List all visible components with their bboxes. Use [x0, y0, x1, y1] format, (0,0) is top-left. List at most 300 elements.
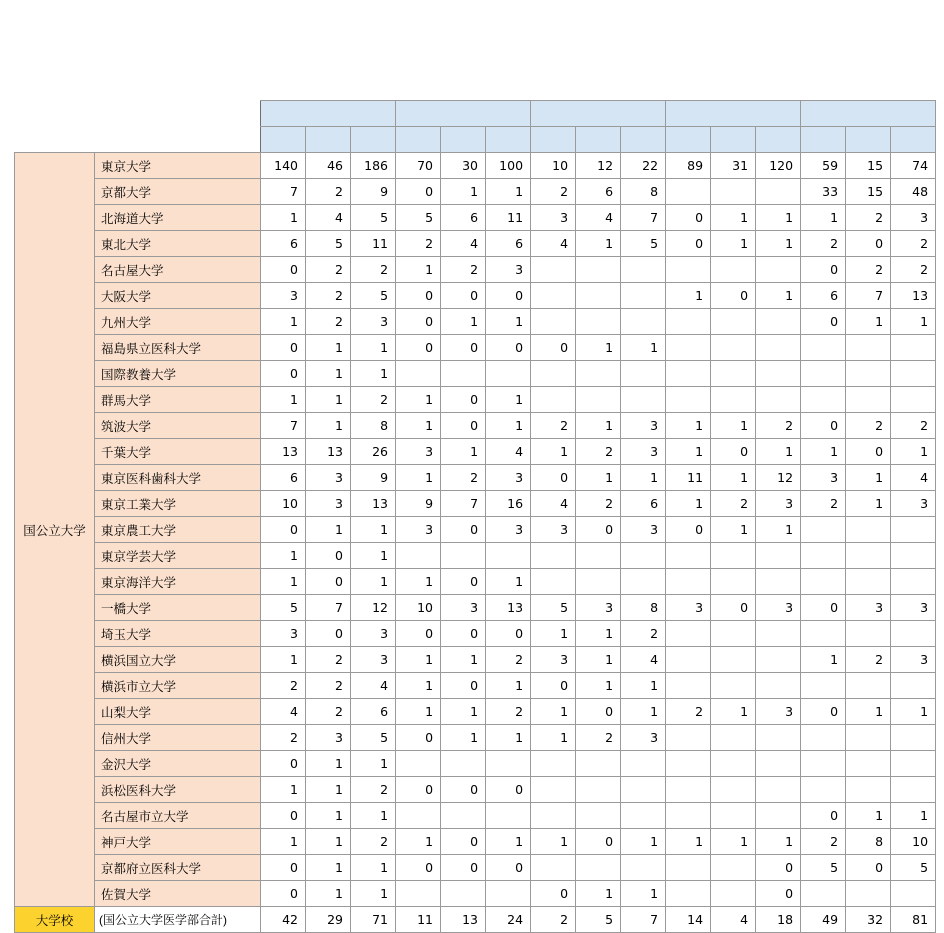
value-cell: 0 [711, 283, 756, 309]
value-cell: 9 [351, 465, 396, 491]
value-cell [576, 361, 621, 387]
header-row-subcolumns [15, 127, 936, 153]
value-cell: 0 [261, 517, 306, 543]
value-cell [756, 179, 801, 205]
value-cell: 2 [351, 257, 396, 283]
university-name-cell: 埼玉大学 [95, 621, 261, 647]
value-cell: 2 [486, 699, 531, 725]
value-cell: 48 [891, 179, 936, 205]
value-cell: 1 [396, 829, 441, 855]
value-cell: 1 [666, 439, 711, 465]
table-row [15, 439, 936, 465]
value-cell: 1 [756, 517, 801, 543]
value-cell: 1 [486, 413, 531, 439]
university-results-table [14, 100, 936, 933]
university-name-cell: 名古屋市立大学 [95, 803, 261, 829]
value-cell: 1 [711, 699, 756, 725]
value-cell: 1 [351, 517, 396, 543]
value-cell: 0 [441, 621, 486, 647]
value-cell: 0 [576, 517, 621, 543]
value-cell: 1 [306, 777, 351, 803]
value-cell [756, 309, 801, 335]
table-row [15, 179, 936, 205]
value-cell [756, 543, 801, 569]
university-name-cell: 東北大学 [95, 231, 261, 257]
value-cell: 2 [846, 257, 891, 283]
value-cell: 0 [531, 335, 576, 361]
header-row-schools [15, 101, 936, 127]
value-cell: 3 [801, 465, 846, 491]
value-cell [666, 673, 711, 699]
value-cell [666, 361, 711, 387]
table-row [15, 855, 936, 881]
value-cell: 1 [486, 179, 531, 205]
value-cell: 46 [306, 153, 351, 179]
value-cell: 1 [396, 673, 441, 699]
value-cell [576, 803, 621, 829]
value-cell [756, 777, 801, 803]
subheader-nada-total [891, 127, 936, 153]
value-cell: 0 [801, 595, 846, 621]
value-cell [666, 855, 711, 881]
value-cell: 3 [351, 309, 396, 335]
value-cell: 5 [396, 205, 441, 231]
table-row [15, 829, 936, 855]
value-cell: 1 [261, 387, 306, 413]
value-cell: 1 [306, 803, 351, 829]
value-cell: 2 [801, 231, 846, 257]
value-cell [666, 309, 711, 335]
school-header-tsukukoma [666, 101, 801, 127]
value-cell: 1 [756, 829, 801, 855]
value-cell [531, 257, 576, 283]
value-cell: 3 [396, 517, 441, 543]
value-cell: 0 [711, 439, 756, 465]
table-row [15, 153, 936, 179]
value-cell: 2 [891, 257, 936, 283]
university-name-cell: 信州大学 [95, 725, 261, 751]
value-cell: 30 [441, 153, 486, 179]
value-cell [621, 543, 666, 569]
value-cell [711, 335, 756, 361]
value-cell: 3 [891, 205, 936, 231]
value-cell: 1 [486, 725, 531, 751]
value-cell: 2 [621, 621, 666, 647]
value-cell [891, 881, 936, 907]
university-name-cell: (国公立大学医学部合計) [95, 907, 261, 933]
subheader-tsukukoma-total [756, 127, 801, 153]
value-cell: 120 [756, 153, 801, 179]
value-cell [711, 361, 756, 387]
value-cell: 0 [441, 777, 486, 803]
value-cell [846, 751, 891, 777]
university-name-cell: 神戸大学 [95, 829, 261, 855]
value-cell [666, 543, 711, 569]
value-cell: 1 [891, 309, 936, 335]
value-cell [891, 569, 936, 595]
value-cell: 1 [531, 725, 576, 751]
value-cell: 10 [891, 829, 936, 855]
value-cell: 1 [396, 647, 441, 673]
value-cell: 11 [351, 231, 396, 257]
subheader-nada-genneki [801, 127, 846, 153]
value-cell: 1 [756, 231, 801, 257]
value-cell: 8 [621, 595, 666, 621]
table-row [15, 647, 936, 673]
university-name-cell: 東京工業大学 [95, 491, 261, 517]
value-cell [576, 569, 621, 595]
value-cell: 0 [441, 387, 486, 413]
value-cell: 8 [621, 179, 666, 205]
value-cell: 26 [351, 439, 396, 465]
value-cell: 3 [756, 491, 801, 517]
value-cell: 6 [576, 179, 621, 205]
value-cell: 1 [801, 439, 846, 465]
value-cell: 4 [576, 205, 621, 231]
value-cell: 0 [261, 335, 306, 361]
value-cell [891, 725, 936, 751]
school-header-azabu [396, 101, 531, 127]
value-cell: 2 [576, 439, 621, 465]
value-cell: 1 [441, 725, 486, 751]
value-cell: 2 [261, 725, 306, 751]
value-cell [621, 803, 666, 829]
subheader-tsukukoma-kisotsu [711, 127, 756, 153]
value-cell [801, 517, 846, 543]
value-cell: 1 [756, 283, 801, 309]
value-cell: 15 [846, 153, 891, 179]
value-cell: 1 [441, 309, 486, 335]
value-cell: 5 [351, 283, 396, 309]
value-cell: 2 [396, 231, 441, 257]
value-cell [846, 569, 891, 595]
table-row [15, 621, 936, 647]
value-cell [396, 751, 441, 777]
value-cell: 1 [666, 413, 711, 439]
value-cell: 1 [351, 855, 396, 881]
value-cell: 1 [261, 777, 306, 803]
table-row [15, 205, 936, 231]
value-cell: 1 [306, 517, 351, 543]
value-cell: 0 [306, 543, 351, 569]
value-cell: 7 [621, 205, 666, 231]
value-cell: 1 [576, 621, 621, 647]
value-cell [756, 621, 801, 647]
value-cell [666, 569, 711, 595]
value-cell: 0 [801, 699, 846, 725]
page-title [0, 0, 944, 48]
value-cell [531, 855, 576, 881]
value-cell [711, 179, 756, 205]
value-cell: 2 [891, 231, 936, 257]
value-cell: 8 [351, 413, 396, 439]
value-cell [711, 309, 756, 335]
value-cell: 0 [441, 413, 486, 439]
value-cell: 1 [396, 699, 441, 725]
value-cell: 1 [621, 699, 666, 725]
university-name-cell: 横浜国立大学 [95, 647, 261, 673]
value-cell [711, 881, 756, 907]
value-cell: 0 [846, 855, 891, 881]
value-cell [756, 257, 801, 283]
value-cell [531, 569, 576, 595]
value-cell: 4 [306, 205, 351, 231]
value-cell: 31 [711, 153, 756, 179]
value-cell: 0 [261, 751, 306, 777]
value-cell [756, 803, 801, 829]
value-cell: 2 [576, 725, 621, 751]
value-cell [666, 621, 711, 647]
value-cell: 2 [531, 413, 576, 439]
value-cell [891, 673, 936, 699]
value-cell [891, 387, 936, 413]
value-cell: 1 [486, 309, 531, 335]
value-cell [891, 335, 936, 361]
value-cell: 1 [576, 465, 621, 491]
value-cell [801, 673, 846, 699]
value-cell [846, 621, 891, 647]
value-cell: 1 [441, 179, 486, 205]
value-cell: 6 [261, 231, 306, 257]
value-cell: 1 [261, 205, 306, 231]
value-cell: 2 [441, 465, 486, 491]
value-cell [666, 257, 711, 283]
value-cell [576, 751, 621, 777]
group-label-cell: 大学校 [15, 907, 95, 933]
value-cell: 2 [441, 257, 486, 283]
value-cell: 0 [486, 621, 531, 647]
value-cell [756, 647, 801, 673]
subheader-kaisei-genneki [261, 127, 306, 153]
value-cell [846, 335, 891, 361]
value-cell: 3 [891, 647, 936, 673]
table-row [15, 387, 936, 413]
value-cell: 3 [756, 595, 801, 621]
school-header-nada [801, 101, 936, 127]
value-cell: 1 [576, 231, 621, 257]
value-cell: 0 [486, 777, 531, 803]
value-cell [576, 777, 621, 803]
value-cell [711, 751, 756, 777]
university-name-cell: 横浜市立大学 [95, 673, 261, 699]
value-cell: 18 [756, 907, 801, 933]
value-cell: 2 [306, 283, 351, 309]
table-row [15, 361, 936, 387]
value-cell: 2 [306, 179, 351, 205]
value-cell: 6 [486, 231, 531, 257]
value-cell: 0 [801, 803, 846, 829]
value-cell: 3 [486, 517, 531, 543]
value-cell: 1 [351, 543, 396, 569]
value-cell: 10 [531, 153, 576, 179]
value-cell: 1 [576, 335, 621, 361]
table-row [15, 231, 936, 257]
value-cell: 7 [261, 413, 306, 439]
subheader-azabu-kisotsu [441, 127, 486, 153]
value-cell: 0 [396, 855, 441, 881]
value-cell: 2 [531, 179, 576, 205]
value-cell: 3 [531, 647, 576, 673]
value-cell [531, 543, 576, 569]
university-name-cell: 東京海洋大学 [95, 569, 261, 595]
value-cell: 5 [621, 231, 666, 257]
value-cell: 12 [576, 153, 621, 179]
value-cell: 1 [531, 439, 576, 465]
university-name-cell: 佐賀大学 [95, 881, 261, 907]
value-cell: 2 [531, 907, 576, 933]
university-name-cell: 京都府立医科大学 [95, 855, 261, 881]
value-cell: 2 [666, 699, 711, 725]
value-cell: 1 [846, 309, 891, 335]
value-cell: 0 [486, 283, 531, 309]
value-cell [756, 673, 801, 699]
table-row [15, 673, 936, 699]
subheader-nada-kisotsu [846, 127, 891, 153]
value-cell: 2 [801, 829, 846, 855]
value-cell: 0 [441, 283, 486, 309]
value-cell: 3 [846, 595, 891, 621]
value-cell: 3 [666, 595, 711, 621]
value-cell [486, 751, 531, 777]
value-cell: 4 [711, 907, 756, 933]
value-cell: 13 [306, 439, 351, 465]
value-cell: 5 [261, 595, 306, 621]
value-cell: 6 [261, 465, 306, 491]
subheader-azabu-total [486, 127, 531, 153]
value-cell: 1 [531, 621, 576, 647]
value-cell: 1 [801, 205, 846, 231]
value-cell: 1 [576, 673, 621, 699]
value-cell: 3 [351, 621, 396, 647]
value-cell: 6 [801, 283, 846, 309]
value-cell: 1 [306, 335, 351, 361]
value-cell: 1 [306, 829, 351, 855]
value-cell: 1 [396, 387, 441, 413]
value-cell: 0 [261, 803, 306, 829]
value-cell: 1 [621, 673, 666, 699]
value-cell: 2 [711, 491, 756, 517]
value-cell [801, 335, 846, 361]
value-cell [486, 803, 531, 829]
table-row [15, 543, 936, 569]
value-cell: 49 [801, 907, 846, 933]
value-cell: 2 [846, 205, 891, 231]
value-cell: 7 [261, 179, 306, 205]
header-blank-group [15, 101, 95, 127]
value-cell [486, 881, 531, 907]
value-cell: 74 [891, 153, 936, 179]
value-cell: 1 [351, 881, 396, 907]
value-cell: 1 [756, 205, 801, 231]
value-cell [576, 543, 621, 569]
value-cell: 1 [621, 335, 666, 361]
value-cell [846, 777, 891, 803]
value-cell [711, 569, 756, 595]
value-cell: 1 [666, 829, 711, 855]
value-cell [801, 881, 846, 907]
university-name-cell: 大阪大学 [95, 283, 261, 309]
value-cell: 13 [441, 907, 486, 933]
value-cell: 0 [261, 855, 306, 881]
value-cell: 2 [306, 257, 351, 283]
value-cell: 0 [486, 335, 531, 361]
value-cell: 0 [711, 595, 756, 621]
value-cell: 1 [711, 829, 756, 855]
value-cell [846, 517, 891, 543]
value-cell: 9 [351, 179, 396, 205]
value-cell: 1 [711, 205, 756, 231]
value-cell [666, 387, 711, 413]
table-row [15, 257, 936, 283]
value-cell: 186 [351, 153, 396, 179]
value-cell [621, 257, 666, 283]
value-cell: 13 [261, 439, 306, 465]
value-cell: 3 [306, 491, 351, 517]
value-cell [891, 517, 936, 543]
value-cell: 4 [531, 231, 576, 257]
university-name-cell: 国際教養大学 [95, 361, 261, 387]
value-cell: 8 [846, 829, 891, 855]
value-cell: 3 [306, 465, 351, 491]
value-cell: 3 [891, 595, 936, 621]
value-cell [666, 881, 711, 907]
value-cell: 3 [891, 491, 936, 517]
value-cell: 2 [756, 413, 801, 439]
value-cell: 11 [666, 465, 711, 491]
value-cell: 2 [576, 491, 621, 517]
value-cell: 10 [261, 491, 306, 517]
value-cell: 5 [801, 855, 846, 881]
value-cell: 3 [756, 699, 801, 725]
value-cell: 2 [891, 413, 936, 439]
value-cell [801, 777, 846, 803]
value-cell: 42 [261, 907, 306, 933]
value-cell: 2 [351, 777, 396, 803]
header-blank-group-2 [15, 127, 95, 153]
value-cell: 5 [531, 595, 576, 621]
university-name-cell: 東京農工大学 [95, 517, 261, 543]
value-cell: 1 [396, 465, 441, 491]
value-cell: 4 [351, 673, 396, 699]
value-cell: 5 [351, 205, 396, 231]
value-cell: 3 [531, 205, 576, 231]
value-cell: 0 [396, 179, 441, 205]
value-cell: 1 [306, 361, 351, 387]
value-cell: 3 [441, 595, 486, 621]
value-cell: 3 [621, 725, 666, 751]
value-cell: 1 [621, 881, 666, 907]
value-cell: 1 [306, 387, 351, 413]
value-cell [846, 673, 891, 699]
table-body [15, 153, 936, 933]
subheader-azabu-genneki [396, 127, 441, 153]
table-row [15, 413, 936, 439]
value-cell [531, 751, 576, 777]
value-cell [666, 647, 711, 673]
value-cell: 1 [261, 569, 306, 595]
university-name-cell: 浜松医科大学 [95, 777, 261, 803]
value-cell [621, 387, 666, 413]
value-cell: 0 [261, 361, 306, 387]
value-cell: 12 [351, 595, 396, 621]
value-cell [441, 803, 486, 829]
value-cell [396, 361, 441, 387]
value-cell: 1 [306, 881, 351, 907]
value-cell: 0 [441, 517, 486, 543]
value-cell: 33 [801, 179, 846, 205]
table-row [15, 335, 936, 361]
value-cell: 1 [846, 803, 891, 829]
